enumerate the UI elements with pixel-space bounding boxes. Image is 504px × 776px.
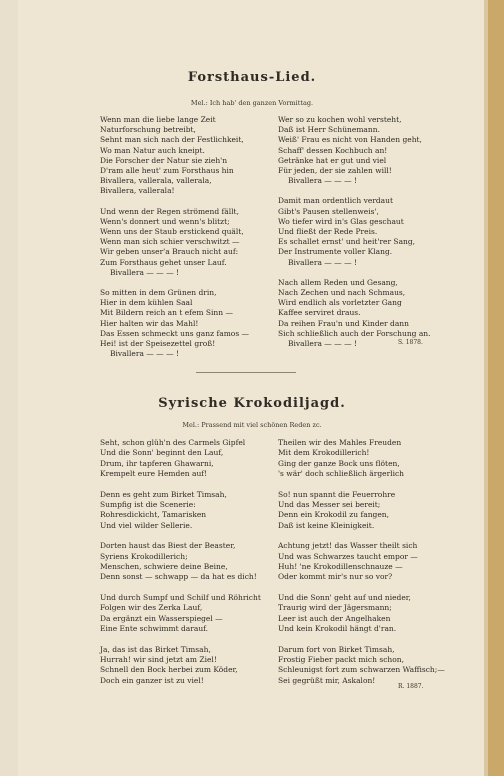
stanza [100, 288, 250, 359]
verse-line: Gibt's Pausen stellenweis', [278, 206, 379, 216]
verse-line: 's wär' doch schließlich ärgerlich [278, 469, 404, 479]
verse-line: Der Instrumente voller Klang. [278, 247, 393, 257]
verse-line: Syriens Krokodillerich; [100, 551, 188, 561]
verse-line: Ging der ganze Bock uns flöten, [278, 458, 400, 468]
verse-line: Bivallera, vallerala! [100, 186, 175, 196]
stanza [278, 541, 448, 583]
verse-line: D'ram alle heut' zum Forsthaus hin [100, 166, 234, 176]
verse-line: Bivallera — — — ! [110, 349, 179, 359]
verse-line: Getränke hat er gut und viel [278, 155, 387, 165]
verse-line: Achtung jetzt! das Wasser theilt sich [278, 541, 418, 551]
verse-line: So mitten in dem Grünen drin, [100, 288, 217, 298]
verse-line: Wer so zu kochen wohl versteht, [278, 115, 402, 124]
verse-line: Es schallet ernst' und heit'rer Sang, [278, 237, 416, 247]
poem2-left-column [100, 438, 265, 686]
verse-line: Und kein Krokodil hängt d'ran. [278, 624, 397, 634]
section-divider [196, 372, 296, 373]
verse-line: Damit man ordentlich verdaut [278, 196, 393, 206]
verse-line: Eine Ente schwimmt darauf. [100, 624, 209, 634]
verse-line: Traurig wird der Jägersmann; [278, 603, 392, 613]
verse-line: Doch ein ganzer ist zu viel! [100, 675, 204, 685]
verse-line: Das Essen schmeckt uns ganz famos — [100, 328, 250, 338]
verse-line: Theilen wir des Mahles Freuden [278, 438, 402, 447]
verse-line: Folgen wir des Zerka Lauf, [100, 603, 203, 613]
verse-line: Leer ist auch der Angelhaken [278, 613, 391, 623]
stanza [278, 438, 448, 480]
verse-line: Sehnt man sich nach der Festlichkeit, [100, 135, 244, 145]
verse-line: So! nun spannt die Feuerrohre [278, 489, 396, 499]
verse-line: Menschen, schwiere deine Beine, [100, 562, 228, 572]
stanza [278, 645, 448, 687]
stanza [100, 490, 265, 532]
verse-line: Nach allem Reden und Gesang, [278, 277, 398, 287]
verse-line: Und das Messer sei bereit; [278, 500, 381, 510]
verse-line: Denn es geht zum Birket Timsah, [100, 489, 227, 499]
verse-line: Da ergänzt ein Wasserspiegel — [100, 613, 223, 623]
poem2-year: R. 1887. [398, 683, 424, 690]
stanza [100, 645, 265, 687]
verse-line: Naturforschung betreibt, [100, 125, 196, 135]
verse-line: Denn ein Krokodil zu fangen, [278, 510, 389, 520]
poem1-melody: Mel.: Ich hab' den ganzen Vormittag. [190, 99, 314, 107]
verse-line: Seht, schon glüh'n des Carmels Gipfel [100, 438, 246, 447]
verse-line: Hei! ist der Speisezettel groß! [100, 339, 216, 349]
verse-line: Die Forscher der Natur sie zieh'n [100, 155, 228, 165]
stanza [100, 206, 244, 278]
poem1-right-column [278, 115, 438, 349]
stanza [278, 115, 438, 186]
verse-line: Nach Zechen und nach Schmaus, [278, 288, 406, 298]
verse-line: Rohresdickicht, Tamarisken [100, 510, 207, 520]
verse-line: Sich schließlich auch der Forschung an. [278, 328, 431, 338]
verse-line: Wir geben unser'a Brauch nicht auf: [100, 247, 239, 257]
poem1-year: S. 1878. [398, 339, 423, 346]
verse-line: Daß ist Herr Schünemann. [278, 125, 380, 135]
stanza [100, 593, 265, 635]
verse-line: Und fließt der Rede Preis. [278, 227, 378, 237]
verse-line: Schnell den Bock herbei zum Köder, [100, 665, 238, 675]
poem2-title: Syrische Krokodiljagd. [158, 396, 346, 411]
stanza [278, 196, 438, 267]
binding-strip [488, 0, 504, 776]
verse-line: Wenn man die liebe lange Zeit [100, 115, 216, 124]
poem2-melody: Mel.: Prassend mit viel schönen Reden zc. [182, 421, 322, 429]
verse-line: Wenn man sich schier verschwitzt — [100, 237, 240, 247]
verse-line: Sumpfig ist die Scenerie: [100, 500, 196, 510]
poem1-title: Forsthaus-Lied. [187, 70, 317, 85]
verse-line: Schaff' dessen Kochbuch an! [278, 145, 388, 155]
verse-line: Und was Schwarzes taucht empor — [278, 551, 418, 561]
verse-line: Hier halten wir das Mahl! [100, 318, 199, 328]
stanza [278, 490, 448, 532]
verse-line: Wenn uns der Staub erstickend quält, [100, 227, 244, 237]
verse-line: Und die Sonn' beginnt den Lauf, [100, 448, 224, 458]
verse-line: Und viel wilder Sellerie. [100, 520, 193, 530]
verse-line: Huh! 'ne Krokodillenschnauze — [278, 562, 403, 572]
poem2-right-column [278, 438, 448, 686]
verse-line: Schleunigst fort zum schwarzen Waffisch;— [278, 665, 445, 675]
verse-line: Dorten haust das Biest der Beaster, [100, 541, 236, 551]
verse-line: Kaffee serviret draus. [278, 308, 361, 318]
verse-line: Bivallera — — — ! [288, 257, 357, 267]
verse-line: Frostig Fieber packt mich schon, [278, 654, 404, 664]
verse-line: Wo man Natur auch kneipt. [100, 145, 205, 155]
verse-line: Ja, das ist das Birket Timsah, [100, 644, 211, 654]
verse-line: Darum fort von Birket Timsah, [278, 644, 395, 654]
verse-line: Hier in dem kühlen Saal [100, 298, 193, 308]
verse-line: Bivallera — — — ! [288, 339, 357, 349]
stanza [100, 541, 265, 583]
verse-line: Weiß' Frau es nicht von Handen geht, [278, 135, 422, 145]
verse-line: Drum, ihr tapferen Ghawarni, [100, 458, 214, 468]
verse-line: Für jeden, der sie zahlen will! [278, 166, 392, 176]
verse-line: Bivallera — — — ! [110, 267, 179, 277]
verse-line: Daß ist keine Kleinigkeit. [278, 520, 375, 530]
verse-line: Und die Sonn' geht auf und nieder, [278, 592, 411, 602]
verse-line: Und wenn der Regen strömend fällt, [100, 206, 239, 216]
verse-line: Zum Forsthaus gehet unser Lauf. [100, 257, 227, 267]
verse-line: Hurrah! wir sind jetzt am Ziel! [100, 654, 217, 664]
verse-line: Krempelt eure Hemden auf! [100, 469, 208, 479]
stanza [100, 438, 265, 480]
verse-line: Denn sonst — schwapp — da hat es dich! [100, 572, 257, 582]
stanza [100, 115, 244, 197]
verse-line: Mit dem Krokodillerich! [278, 448, 370, 458]
verse-line: Oder kommt mir's nur so vor? [278, 572, 393, 582]
verse-line: Bivallera — — — ! [288, 176, 357, 186]
verse-line: Und durch Sumpf und Schilf und Röhricht [100, 592, 261, 602]
poem1-left-column [100, 115, 250, 359]
verse-line: Wenn's donnert und wenn's blitzt; [100, 216, 230, 226]
verse-line: Wo tiefer wird in's Glas geschaut [278, 216, 404, 226]
verse-line: Wird endlich als vorletzter Gang [278, 298, 402, 308]
verse-line: Da reihen Frau'n und Kinder dann [278, 318, 409, 328]
verse-line: Bivallera, vallerala, vallerala, [100, 176, 212, 186]
verse-line: Mit Bildern reich an t efem Sinn — [100, 308, 233, 318]
stanza [278, 593, 448, 635]
verse-line: Sei gegrüßt mir, Askalon! [278, 675, 376, 685]
